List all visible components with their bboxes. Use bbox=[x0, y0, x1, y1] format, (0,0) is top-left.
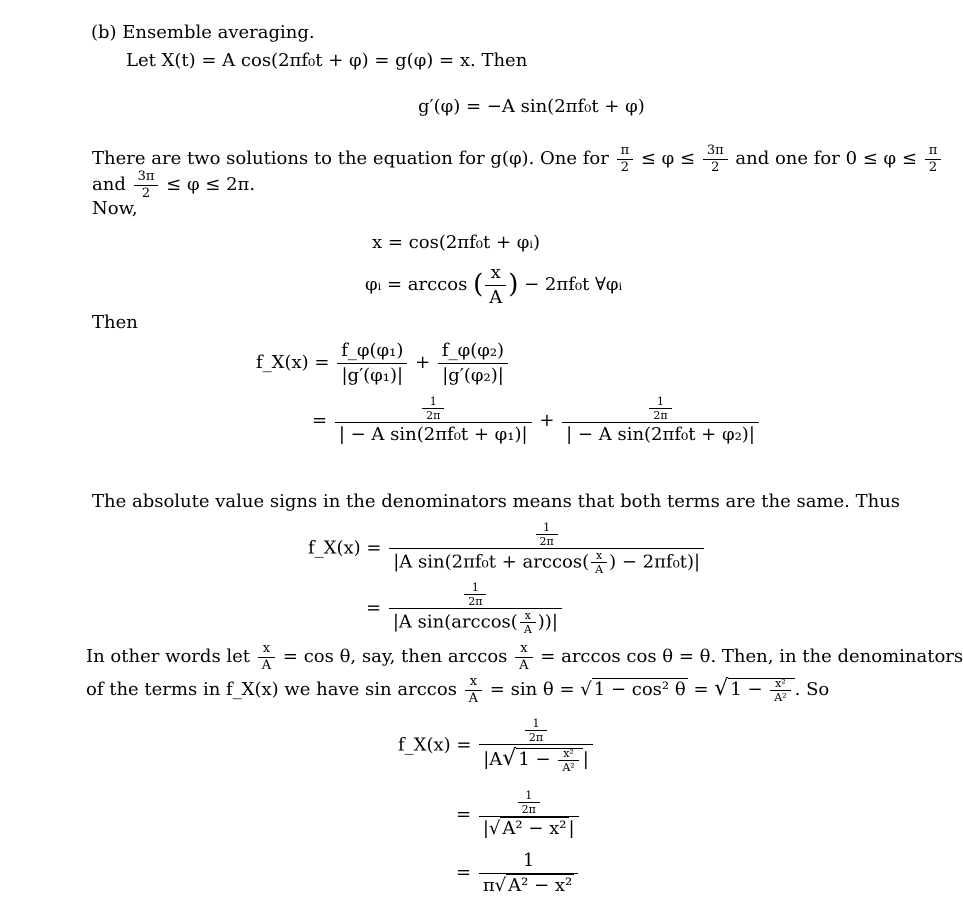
let-line: Let X(t) = A cos(2πf₀t + φ) = g(φ) = x. Then bbox=[126, 50, 528, 71]
fraction-denominator: 2π bbox=[521, 803, 536, 816]
fraction-numerator: π bbox=[925, 144, 942, 160]
text: 1 − bbox=[518, 749, 551, 770]
fx-label: f_X(x) = bbox=[256, 352, 330, 374]
fraction-3pi-over-2 bbox=[703, 144, 728, 174]
fraction-numerator: x² bbox=[558, 748, 578, 761]
fraction-numerator bbox=[389, 522, 704, 549]
sqrt-radicand: A² − x² bbox=[502, 818, 567, 839]
fx-label: f_X(x) = bbox=[308, 537, 382, 559]
fraction-numerator: 1 bbox=[518, 790, 540, 803]
right-paren: ) bbox=[508, 269, 519, 300]
fraction-numerator bbox=[562, 396, 759, 423]
fraction-term2-expanded bbox=[562, 396, 759, 446]
fraction-one-over-2pi bbox=[422, 396, 444, 421]
sqrt-symbol: √ bbox=[714, 676, 729, 702]
fraction-x-over-A bbox=[515, 642, 532, 672]
section-heading: (b) Ensemble averaging. bbox=[91, 22, 315, 43]
fraction-pi-over-2 bbox=[925, 144, 942, 174]
equation-phi-i bbox=[365, 262, 622, 308]
sqrt-symbol: √ bbox=[488, 818, 501, 839]
text: of the terms in f_X(x) we have sin arccos bbox=[86, 679, 457, 701]
text: In other words let bbox=[86, 646, 251, 668]
equals-sign: = bbox=[456, 862, 472, 884]
sqrt-symbol: √ bbox=[502, 746, 517, 771]
sqrt-symbol: √ bbox=[580, 679, 592, 701]
fraction-denominator bbox=[389, 609, 562, 635]
equation-fx-sum-expanded bbox=[312, 396, 761, 446]
fraction-pi-over-2 bbox=[617, 144, 634, 174]
fraction-numerator: f_φ(φ₂) bbox=[438, 340, 508, 364]
equation-fx-final-2 bbox=[456, 790, 581, 840]
fraction-denominator bbox=[389, 549, 704, 575]
fraction-numerator: x bbox=[465, 675, 482, 691]
text: − 2πf₀t ∀φᵢ bbox=[524, 274, 623, 296]
fraction-numerator: x bbox=[591, 550, 607, 563]
fraction-denominator: |g′(φ₂)| bbox=[442, 364, 504, 386]
fraction-numerator: x bbox=[520, 610, 536, 623]
fraction-numerator: 1 bbox=[649, 396, 671, 409]
equals-sign: = bbox=[312, 409, 328, 431]
fraction-denominator bbox=[479, 745, 593, 773]
equation-fx-final-3 bbox=[456, 850, 580, 896]
text: ≤ φ ≤ 2π. bbox=[166, 174, 256, 196]
fraction-denominator: 2 bbox=[141, 185, 151, 201]
fraction-denominator: |√ A² − x² | bbox=[482, 818, 575, 839]
equation-fx-final-1 bbox=[398, 718, 595, 773]
text: |A sin(2πf₀t + arccos( bbox=[393, 551, 590, 573]
fraction-term1 bbox=[337, 340, 407, 386]
fraction-x-over-A bbox=[258, 642, 275, 672]
fx-label: f_X(x) = bbox=[398, 734, 472, 756]
fraction-denominator: A bbox=[468, 690, 479, 706]
fraction-numerator: f_φ(φ₁) bbox=[337, 340, 407, 364]
fraction-one-over-2pi bbox=[649, 396, 671, 421]
text: 1 − bbox=[730, 679, 763, 701]
fraction-one-over-2pi bbox=[525, 718, 547, 743]
fraction-numerator: 1 bbox=[525, 718, 547, 731]
fraction-denominator: 2π bbox=[468, 595, 483, 608]
text: | bbox=[582, 749, 589, 770]
fraction-numerator bbox=[479, 718, 593, 745]
text: = cos θ, say, then arccos bbox=[282, 646, 508, 668]
paragraph-absolute-value: The absolute value signs in the denominators means that both terms are the same. Thus bbox=[92, 491, 901, 512]
text: ))| bbox=[537, 611, 558, 633]
now-label: Now, bbox=[92, 198, 138, 219]
fraction-final-3 bbox=[479, 850, 578, 896]
sqrt-radicand: 1 − cos² θ bbox=[593, 679, 686, 701]
fraction-final-1 bbox=[479, 718, 593, 773]
fraction-x-over-A bbox=[485, 262, 506, 308]
equation-fx-sum bbox=[256, 340, 510, 386]
text: and one for 0 ≤ φ ≤ bbox=[735, 148, 917, 170]
plus-sign: + bbox=[415, 352, 431, 374]
fraction-x-over-A bbox=[591, 550, 607, 575]
fraction-denominator: 2π bbox=[653, 409, 668, 422]
fraction-numerator bbox=[479, 790, 579, 817]
fraction-denominator: A bbox=[523, 623, 532, 636]
text: and bbox=[92, 174, 126, 196]
equals-sign: = bbox=[456, 803, 472, 825]
fraction-denominator bbox=[479, 874, 578, 897]
fraction-denominator: | − A sin(2πf₀t + φ₂)| bbox=[566, 424, 755, 445]
equation-x-cos: x = cos(2πf₀t + φᵢ) bbox=[372, 232, 541, 253]
left-paren: ( bbox=[473, 269, 484, 300]
sqrt-radicand: A² − x² bbox=[508, 874, 573, 896]
fraction-one-over-2pi bbox=[464, 582, 486, 607]
equals-sign: = bbox=[693, 679, 709, 701]
paragraph-solutions-line2 bbox=[92, 170, 255, 200]
fraction-numerator: x bbox=[258, 642, 275, 658]
fraction-x2-over-A2 bbox=[770, 678, 790, 703]
fraction-sin-arccos bbox=[389, 582, 562, 635]
sqrt-radicand bbox=[516, 746, 582, 774]
fraction-x2-over-A2 bbox=[558, 748, 578, 773]
text: |A sin(arccos( bbox=[392, 611, 518, 633]
fraction-denominator: A bbox=[489, 286, 503, 308]
text: ) − 2πf₀t)| bbox=[609, 551, 701, 573]
text: φᵢ = arccos bbox=[365, 274, 468, 296]
text: π bbox=[482, 874, 495, 896]
fraction-final-2 bbox=[479, 790, 579, 840]
fraction-numerator bbox=[335, 396, 532, 423]
fraction-denominator: 2π bbox=[528, 731, 544, 744]
fraction-denominator: A bbox=[261, 657, 272, 673]
fraction-arccos bbox=[389, 522, 704, 575]
fraction-term1-expanded bbox=[335, 396, 532, 446]
text: = sin θ = bbox=[489, 679, 575, 701]
fraction-denominator: 2 bbox=[711, 159, 720, 175]
fraction-one-over-2pi bbox=[518, 790, 540, 815]
text: = arccos cos θ = θ. Then, in the denominators bbox=[540, 646, 963, 668]
then-label: Then bbox=[92, 312, 138, 333]
fraction-numerator: 1 bbox=[479, 850, 578, 874]
fraction-denominator: A² bbox=[774, 690, 787, 704]
fraction-numerator: x bbox=[515, 642, 532, 658]
fraction-denominator: 2π bbox=[539, 535, 554, 548]
fraction-denominator: A bbox=[519, 657, 529, 673]
equals-sign: = bbox=[366, 597, 382, 619]
fraction-numerator: 1 bbox=[422, 396, 444, 409]
fraction-numerator: x bbox=[485, 262, 506, 286]
text: There are two solutions to the equation for g(φ). One for bbox=[92, 148, 609, 170]
fraction-denominator: 2 bbox=[620, 159, 629, 175]
text: ≤ φ ≤ bbox=[640, 148, 696, 170]
equation-fx-arccos bbox=[308, 522, 706, 575]
fraction-numerator: x² bbox=[770, 678, 790, 691]
fraction-numerator bbox=[389, 582, 562, 609]
fraction-one-over-2pi bbox=[536, 522, 558, 547]
fraction-numerator: 3π bbox=[134, 170, 159, 186]
paragraph-other-words-line1 bbox=[86, 642, 963, 672]
fraction-denominator: | − A sin(2πf₀t + φ₁)| bbox=[338, 424, 528, 445]
fraction-numerator: 3π bbox=[703, 144, 728, 160]
text: . So bbox=[794, 679, 830, 701]
fraction-denominator: |g′(φ₁)| bbox=[341, 364, 404, 386]
fraction-numerator: 1 bbox=[464, 582, 486, 595]
plus-sign: + bbox=[539, 409, 555, 431]
fraction-numerator: 1 bbox=[536, 522, 558, 535]
fraction-denominator: 2π bbox=[426, 409, 441, 422]
fraction-x-over-A bbox=[520, 610, 536, 635]
fraction-denominator: A bbox=[595, 563, 604, 576]
sqrt-symbol: √ bbox=[494, 874, 507, 896]
equation-fx-sin-arccos bbox=[366, 582, 564, 635]
fraction-3pi-over-2 bbox=[134, 170, 159, 200]
fraction-numerator: π bbox=[617, 144, 634, 160]
paragraph-other-words-line2 bbox=[86, 675, 829, 705]
text: |A bbox=[483, 749, 503, 770]
fraction-x-over-A bbox=[465, 675, 482, 705]
fraction-term2 bbox=[438, 340, 508, 386]
fraction-denominator: A² bbox=[562, 760, 575, 774]
sqrt-radicand bbox=[728, 676, 794, 704]
fraction-denominator: 2 bbox=[928, 159, 938, 175]
equation-g-prime: g′(φ) = −A sin(2πf₀t + φ) bbox=[418, 96, 645, 117]
